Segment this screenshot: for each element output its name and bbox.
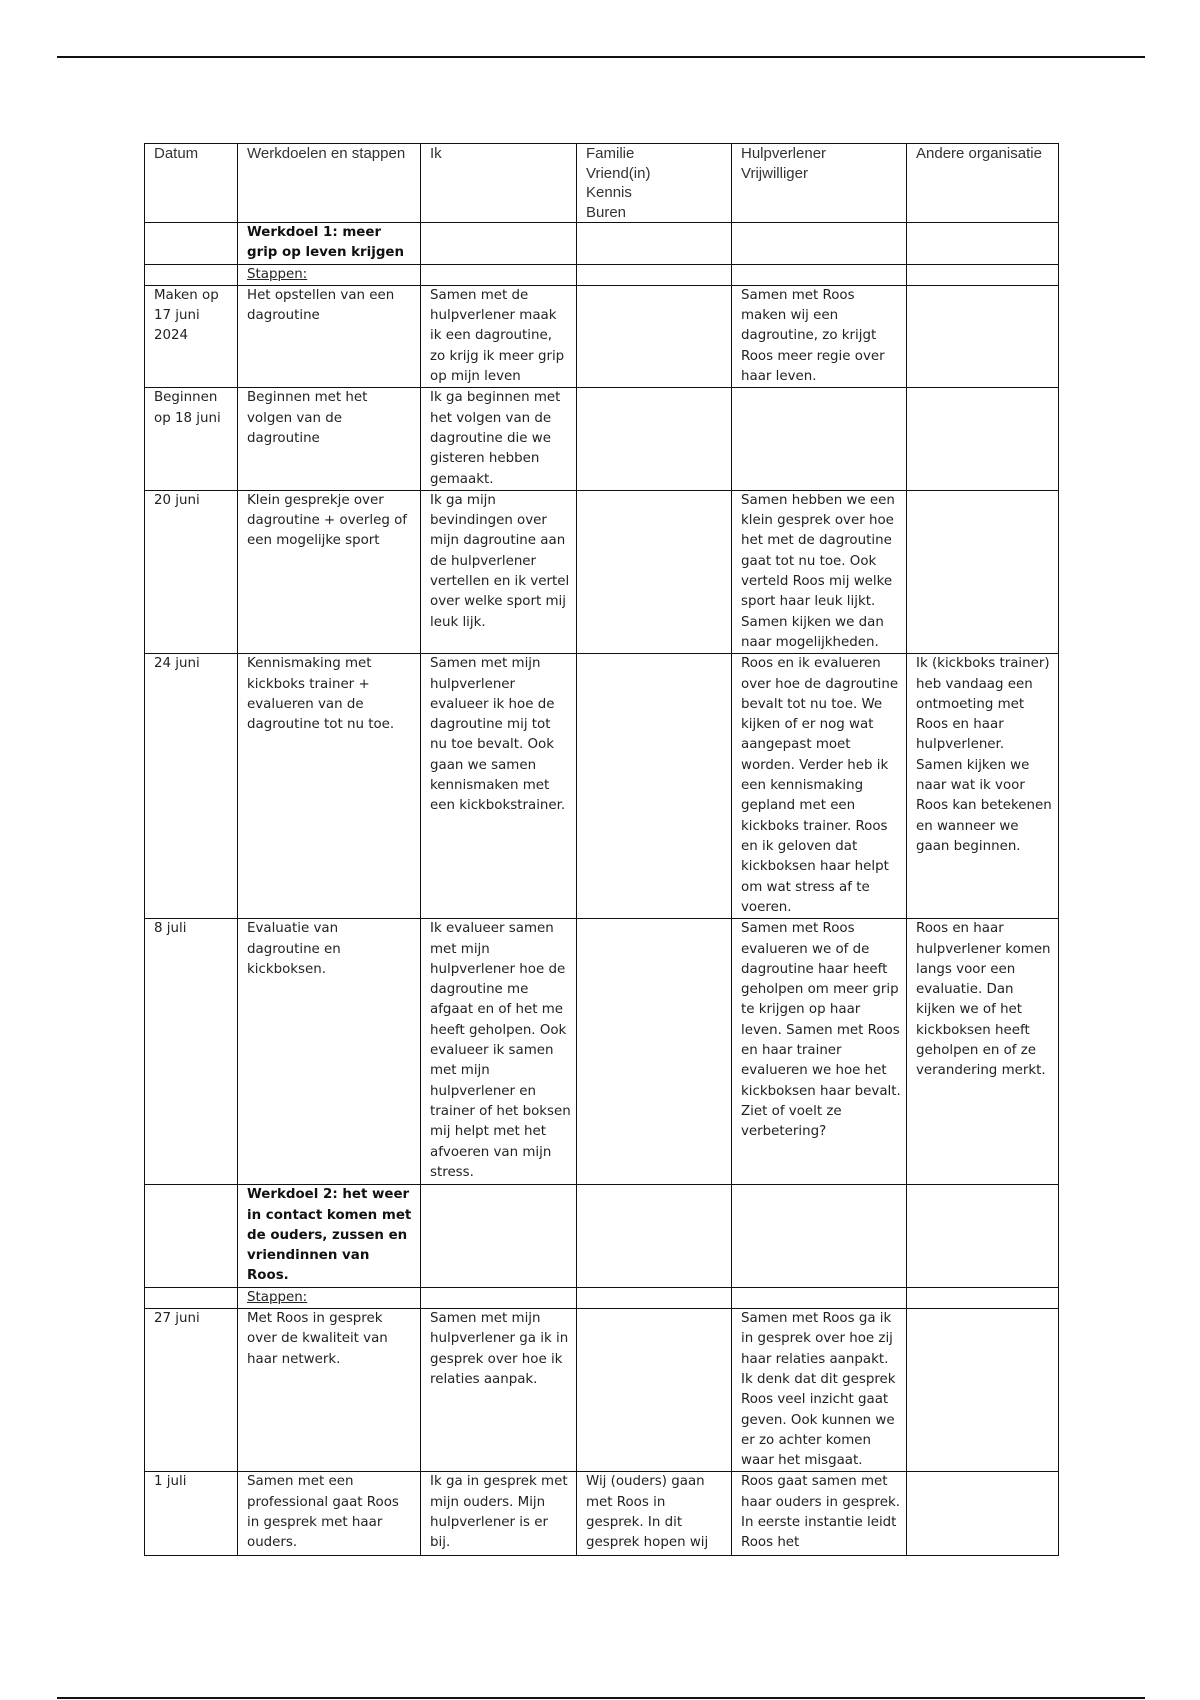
table-row <box>145 490 1059 653</box>
cell-werkdoel: Beginnen met het volgen van de dagroutine <box>238 388 421 490</box>
header-hulpverlener-line: Hulpverlener <box>741 145 827 162</box>
header-vrijwilliger-line: Vrijwilliger <box>741 164 808 182</box>
steps-row-2 <box>145 1287 1059 1308</box>
header-ik: Ik <box>421 144 577 223</box>
header-vriend-line: Vriend(in) <box>586 164 651 182</box>
cell-andere <box>907 1309 1059 1472</box>
cell-andere: Ik (kickboks trainer) heb vandaag een ontmoeting met Roos en haar hulpverlener. Samen kijken we naar wat ik voor Roos kan betekenen en wanneer we gaan beginnen. <box>907 654 1059 919</box>
cell-hulpverlener <box>732 388 907 490</box>
table-row <box>145 388 1059 490</box>
cell-andere: Roos en haar hulpverlener komen langs voor een evaluatie. Dan kijken we of het kickboksen heeft geholpen en of ze verandering merkt. <box>907 919 1059 1185</box>
header-kennis-line: Kennis <box>586 184 632 201</box>
cell-ik: Ik ga in gesprek met mijn ouders. Mijn hulpverlener is er bij. <box>421 1472 577 1556</box>
cell-datum: 20 juni <box>145 490 238 653</box>
header-datum: Datum <box>145 144 238 223</box>
goal-row-1 <box>145 223 1059 265</box>
cell-hulpverlener: Samen met Roos ga ik in gesprek over hoe zij haar relaties aanpakt. Ik denk dat dit gesprek Roos veel inzicht gaat geven. Ook kunnen we er zo achter komen waar het misgaat. <box>732 1309 907 1472</box>
goal-2-title: Werkdoel 2: het weer in contact komen met de ouders, zussen en vriendinnen van Roos. <box>238 1185 421 1287</box>
footer-rule <box>57 1697 1145 1699</box>
cell-hulpverlener: Roos en ik evalueren over hoe de dagroutine bevalt tot nu toe. We kijken of er nog wat aangepast moet worden. Verder heb ik een kennismaking gepland met een kickboks trainer. Roos en ik geloven dat kickboksen haar helpt om wat stress af te voeren. <box>732 654 907 919</box>
cell-andere <box>907 388 1059 490</box>
cell-hulpverlener: Samen hebben we een klein gesprek over hoe het met de dagroutine gaat tot nu toe. Ook verteld Roos mij welke sport haar leuk lijkt. Samen kijken we dan naar mogelijkheden. <box>732 490 907 653</box>
cell-ik: Ik ga beginnen met het volgen van de dagroutine die we gisteren hebben gemaakt. <box>421 388 577 490</box>
cell-andere <box>907 1472 1059 1556</box>
cell-familie <box>577 1309 732 1472</box>
cell-familie <box>577 388 732 490</box>
header-hulpverlener <box>732 144 907 223</box>
table-row <box>145 1472 1059 1556</box>
table-row <box>145 285 1059 387</box>
cell-werkdoel: Evaluatie van dagroutine en kickboksen. <box>238 919 421 1185</box>
cell-datum: 27 juni <box>145 1309 238 1472</box>
cell-datum: Maken op 17 juni 2024 <box>145 285 238 387</box>
cell-werkdoel: Samen met een professional gaat Roos in gesprek met haar ouders. <box>238 1472 421 1556</box>
cell-datum: Beginnen op 18 juni <box>145 388 238 490</box>
steps-label-2: Stappen: <box>238 1287 421 1308</box>
header-row <box>145 144 1059 223</box>
header-buren-line: Buren <box>586 203 627 221</box>
steps-label-1: Stappen: <box>238 264 421 285</box>
steps-row-1 <box>145 264 1059 285</box>
cell-ik: Ik ga mijn bevindingen over mijn dagroutine aan de hulpverlener vertellen en ik vertel over welke sport mij leuk lijk. <box>421 490 577 653</box>
cell-familie <box>577 654 732 919</box>
header-rule <box>57 56 1145 58</box>
header-familie <box>577 144 732 223</box>
header-andere: Andere organisatie <box>907 144 1059 223</box>
table-row <box>145 1309 1059 1472</box>
cell-familie <box>577 490 732 653</box>
table-row <box>145 654 1059 919</box>
cell-ik: Samen met de hulpverlener maak ik een dagroutine, zo krijg ik meer grip op mijn leven <box>421 285 577 387</box>
cell-familie <box>577 285 732 387</box>
cell-hulpverlener: Samen met Roos evalueren we of de dagroutine haar heeft geholpen om meer grip te krijgen op haar leven. Samen met Roos en haar trainer evalueren we hoe het kickboksen haar bevalt. Ziet of voelt ze verbetering? <box>732 919 907 1185</box>
table-row <box>145 919 1059 1185</box>
cell-familie <box>577 919 732 1185</box>
header-familie-line: Familie <box>586 145 635 162</box>
goal-1-title: Werkdoel 1: meer grip op leven krijgen <box>238 223 421 265</box>
cell-ik: Samen met mijn hulpverlener evalueer ik hoe de dagroutine mij tot nu toe bevalt. Ook gaan we samen kennismaken met een kickbokstrainer. <box>421 654 577 919</box>
cell-familie: Wij (ouders) gaan met Roos in gesprek. In dit gesprek hopen wij <box>577 1472 732 1556</box>
cell-hulpverlener: Samen met Roos maken wij een dagroutine, zo krijgt Roos meer regie over haar leven. <box>732 285 907 387</box>
cell-andere <box>907 490 1059 653</box>
cell-werkdoel: Klein gesprekje over dagroutine + overleg of een mogelijke sport <box>238 490 421 653</box>
cell-datum: 1 juli <box>145 1472 238 1556</box>
cell-ik: Samen met mijn hulpverlener ga ik in gesprek over hoe ik relaties aanpak. <box>421 1309 577 1472</box>
cell-datum: 24 juni <box>145 654 238 919</box>
cell-andere <box>907 285 1059 387</box>
cell-ik: Ik evalueer samen met mijn hulpverlener hoe de dagroutine me afgaat en of het me heeft geholpen. Ook evalueer ik samen met mijn hulpverlener en trainer of het boksen mij helpt met het afvoeren van mijn stress. <box>421 919 577 1185</box>
cell-werkdoel: Kennismaking met kickboks trainer + evalueren van de dagroutine tot nu toe. <box>238 654 421 919</box>
cell-hulpverlener: Roos gaat samen met haar ouders in gesprek. In eerste instantie leidt Roos het <box>732 1472 907 1556</box>
plan-table <box>144 143 1059 1556</box>
header-werkdoelen: Werkdoelen en stappen <box>238 144 421 223</box>
cell-werkdoel: Met Roos in gesprek over de kwaliteit van haar netwerk. <box>238 1309 421 1472</box>
cell-werkdoel: Het opstellen van een dagroutine <box>238 285 421 387</box>
cell-datum: 8 juli <box>145 919 238 1185</box>
goal-row-2 <box>145 1185 1059 1287</box>
